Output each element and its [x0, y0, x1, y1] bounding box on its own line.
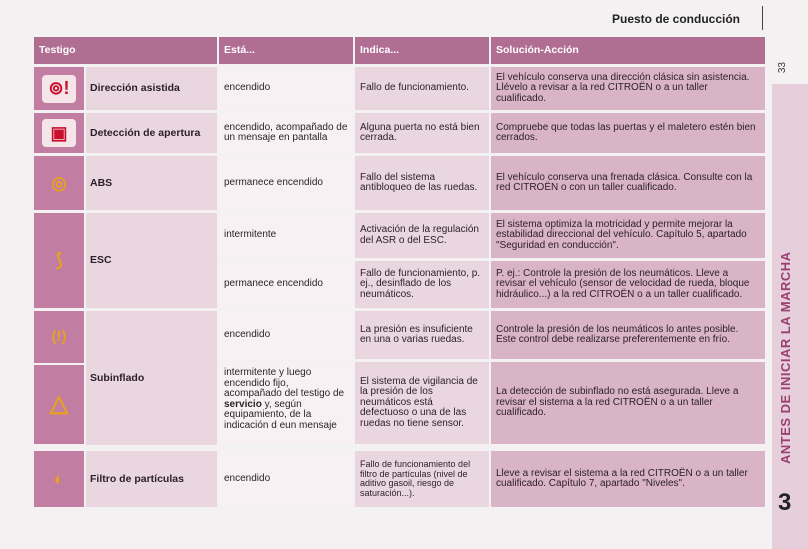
warning-triangle-icon: △ [49, 390, 69, 418]
row-esta: intermitente y luego encendido fijo, acompañado del testigo de servicio y, según equipamiento, de la indicación d eun mensaje [219, 362, 353, 444]
warning-lights-table [34, 37, 765, 507]
row-solucion: El vehículo conserva una frenada clásica. Consulte con la red CITROËN o con un taller cualificado. [491, 156, 765, 210]
row-name: Filtro de partículas [86, 451, 217, 507]
column-solucion: Solución-Acción [491, 37, 765, 64]
row-esta: encendido [219, 311, 353, 359]
chapter-title: ANTES DE INICIAR LA MARCHA [778, 251, 793, 465]
row-indica: El sistema de vigilancia de la presión de los neumáticos está defectuoso o una de las ruedas no tiene sensor. [355, 362, 489, 444]
row-name: Dirección asistida [86, 67, 217, 110]
row-solucion: Compruebe que todas las puertas y el maletero estén bien cerrados. [491, 113, 765, 153]
row-esta: permanece encendido [219, 261, 353, 308]
open-door-icon: ▣ [42, 119, 76, 147]
column-testigo: Testigo [34, 37, 217, 64]
table-header [34, 37, 765, 64]
row-name: Subinflado [86, 311, 217, 445]
row-esta: permanece encendido [219, 156, 353, 210]
row-solucion: El vehículo conserva una dirección clásica sin asistencia. Llévelo a revisar a la red CITROËN o a un taller cualificado. [491, 67, 765, 110]
table-row [34, 311, 765, 384]
tire-pressure-icon: (!) [51, 327, 67, 345]
row-esta: intermitente [219, 213, 353, 258]
row-indica: Alguna puerta no está bien cerrada. [355, 113, 489, 153]
header-rule [762, 6, 763, 30]
page-number: 33 [777, 62, 788, 74]
row-esta: encendido, acompañado de un mensaje en pantalla [219, 113, 353, 153]
row-name: ESC [86, 213, 217, 308]
page-header: Puesto de conducción [612, 12, 741, 26]
row-name: ABS [86, 156, 217, 210]
table-row [34, 113, 765, 153]
particle-filter-icon: ◐ [53, 468, 65, 489]
row-indica: Activación de la regulación del ASR o del ESC. [355, 213, 489, 258]
column-indica: Indica... [355, 37, 489, 64]
row-solucion: P. ej.: Controle la presión de los neumáticos. Lleve a revisar el vehículo (sensor de velocidad de rueda, bloque hidráulico...) a la red CITROËN o a un taller cualificado. [491, 261, 765, 308]
row-indica: Fallo de funcionamiento. [355, 67, 489, 110]
row-indica: Fallo del sistema antibloqueo de las ruedas. [355, 156, 489, 210]
abs-icon: ◎ [51, 172, 67, 193]
steering-warning-icon: ⊚! [42, 75, 76, 103]
table-row [34, 362, 765, 444]
row-esta: encendido [219, 451, 353, 507]
row-name: Detección de apertura [86, 113, 217, 153]
table-row [34, 213, 765, 271]
row-solucion: El sistema optimiza la motricidad y permite mejorar la estabilidad direccional del vehículo. Capítulo 5, apartado "Seguridad en conducción". [491, 213, 765, 258]
esc-icon: ⟆ [55, 250, 63, 271]
table-row [34, 67, 765, 110]
row-solucion: Controle la presión de los neumáticos lo antes posible. Este control debe realizarse preferentemente en frío. [491, 311, 765, 359]
table-row [34, 451, 765, 507]
row-solucion: Lleve a revisar el sistema a la red CITROËN o a un taller cualificado. Capítulo 7, apartado "Niveles". [491, 451, 765, 507]
row-indica: Fallo de funcionamiento del filtro de partículas (nivel de aditivo gasoil, riesgo de saturación...). [355, 451, 489, 507]
chapter-number: 3 [778, 489, 792, 516]
column-esta: Está... [219, 37, 353, 64]
row-solucion: La detección de subinflado no está asegurada. Lleve a revisar el sistema a la red CITROËN o a un taller cualificado. [491, 362, 765, 444]
table-row [34, 156, 765, 210]
table-row [34, 261, 765, 308]
row-esta: encendido [219, 67, 353, 110]
row-indica: La presión es insuficiente en una o varias ruedas. [355, 311, 489, 359]
row-indica: Fallo de funcionamiento, p. ej., desinflado de los neumáticos. [355, 261, 489, 308]
